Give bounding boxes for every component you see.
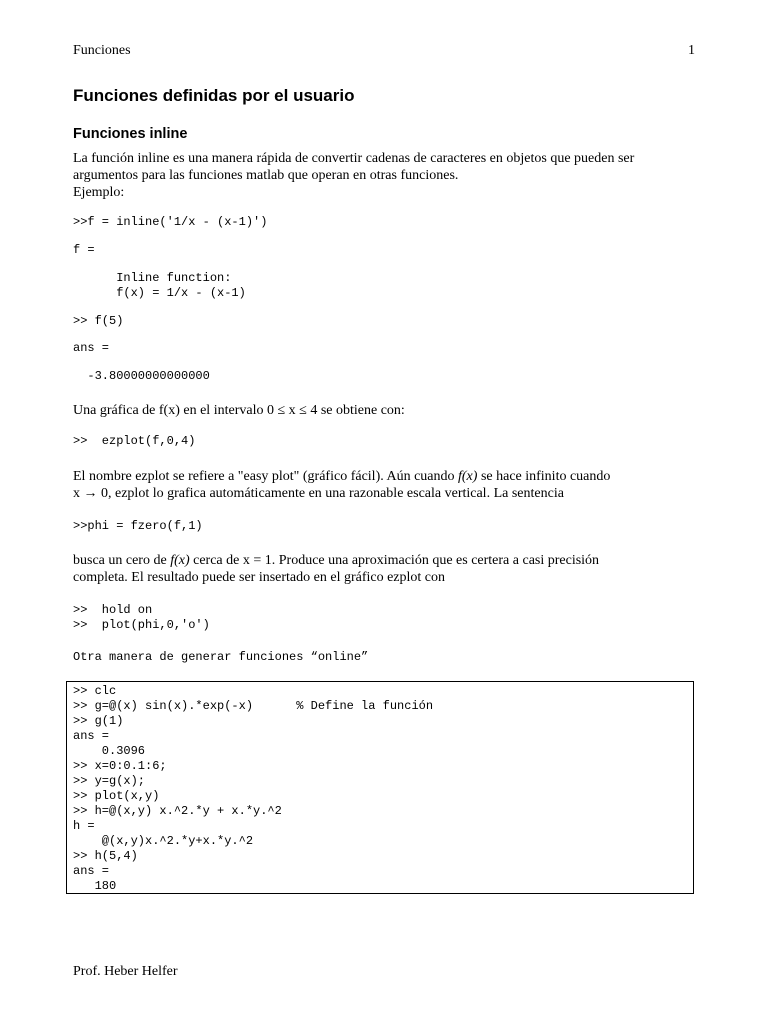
busca-line-2: completa. El resultado puede ser insertado en el gráfico ezplot con	[73, 570, 446, 585]
section-title: Funciones inline	[73, 126, 188, 142]
header-title: Funciones	[73, 43, 131, 58]
code-inline-def: >>f = inline('1/x - (x-1)')	[73, 215, 268, 229]
document-page	[73, 0, 695, 1024]
code-f5: >> f(5)	[73, 314, 124, 328]
ezplot-line-2: x → 0, ezplot lo grafica automáticamente en una razonable escala vertical. La sentencia	[73, 486, 564, 501]
intro-paragraph	[73, 150, 695, 201]
code-inline-output: Inline function: f(x) = 1/x - (x-1)	[116, 271, 246, 300]
code-ans-value: -3.80000000000000	[73, 369, 210, 383]
ejemplo-label: Ejemplo:	[73, 185, 125, 200]
intro-line-2: argumentos para las funciones matlab que operan en otras funciones.	[73, 168, 459, 183]
code-ezplot: >> ezplot(f,0,4)	[73, 434, 196, 448]
intro-line-1: La función inline es una manera rápida de convertir cadenas de caracteres en objetos que pueden ser	[73, 151, 635, 166]
graph-paragraph: Una gráfica de f(x) en el intervalo 0 ≤ x ≤ 4 se obtiene con:	[73, 403, 405, 418]
ezplot-text-b: se hace infinito cuando	[477, 469, 611, 484]
busca-text-a: busca un cero de	[73, 553, 171, 568]
code-box	[66, 681, 694, 894]
ezplot-paragraph	[73, 468, 695, 502]
page-number: 1	[688, 43, 695, 58]
busca-fx: f(x)	[170, 553, 190, 568]
busca-line-1	[73, 552, 695, 569]
code-hold-plot: >> hold on >> plot(phi,0,'o')	[73, 603, 210, 632]
ezplot-line-1	[73, 468, 695, 485]
page-footer: Prof. Heber Helfer	[73, 964, 178, 979]
ezplot-fx: f(x)	[458, 469, 478, 484]
code-f-eq: f =	[73, 243, 95, 257]
ezplot-text-a: El nombre ezplot se refiere a "easy plot" (gráfico fácil). Aún cuando	[73, 469, 458, 484]
busca-text-b: cerca de x = 1. Produce una aproximación que es certera a casi precisión	[189, 553, 600, 568]
page-title: Funciones definidas por el usuario	[73, 86, 355, 105]
code-otra-manera: Otra manera de generar funciones “online”	[73, 650, 369, 664]
code-box-content: >> clc >> g=@(x) sin(x).*exp(-x) % Define la función >> g(1) ans = 0.3096 >> x=0:0.1:6; >> y=g(x); >> plot(x,y) >> h=@(x,y) x.^2.*y + x.*y.^2 h = @(x,y)x.^2.*y+x.*y.^2 >> h(5,4) ans = 180	[73, 684, 434, 893]
page-header	[73, 43, 695, 61]
code-fzero: >>phi = fzero(f,1)	[73, 519, 203, 533]
code-ans: ans =	[73, 341, 110, 355]
busca-paragraph	[73, 552, 695, 586]
